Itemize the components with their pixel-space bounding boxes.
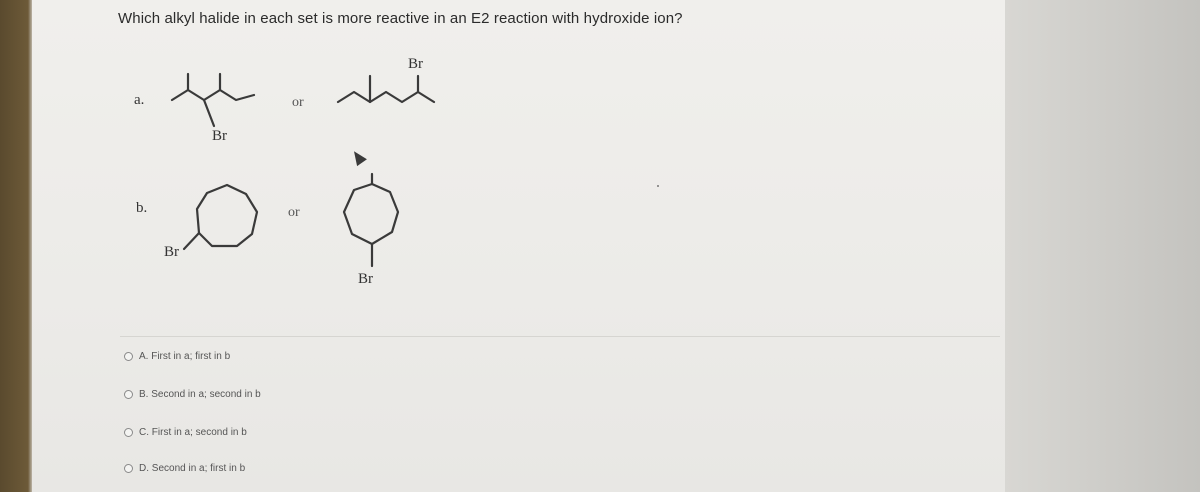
br-a2: Br: [408, 56, 423, 72]
radio-button-icon[interactable]: [124, 352, 133, 361]
option-a-label: A. First in a; first in b: [139, 351, 231, 362]
structure-a1: [168, 70, 278, 130]
part-a-label: a.: [134, 92, 145, 108]
option-c[interactable]: [124, 427, 247, 438]
question-text: Which alkyl halide in each set is more reactive in an E2 reaction with hydroxide ion?: [118, 10, 683, 27]
structure-b1: [176, 175, 276, 265]
option-d[interactable]: [124, 463, 245, 474]
option-b[interactable]: [124, 389, 261, 400]
structure-a2: [334, 60, 444, 120]
dust-speck: [657, 185, 659, 187]
radio-button-icon[interactable]: [124, 464, 133, 473]
radio-button-icon[interactable]: [124, 428, 133, 437]
part-b-label: b.: [136, 200, 148, 216]
option-d-label: D. Second in a; first in b: [139, 463, 246, 474]
radio-button-icon[interactable]: [124, 390, 133, 399]
or-b: or: [288, 205, 300, 220]
or-a: or: [292, 95, 304, 110]
br-a1: Br: [212, 128, 227, 144]
page-margin: [1005, 0, 1200, 492]
divider: [120, 336, 1000, 337]
option-a[interactable]: [124, 351, 230, 362]
br-b2: Br: [358, 271, 373, 287]
structure-b2: [326, 170, 416, 280]
br-b1: Br: [164, 244, 179, 260]
option-c-label: C. First in a; second in b: [139, 427, 247, 438]
option-b-label: B. Second in a; second in b: [139, 389, 261, 400]
